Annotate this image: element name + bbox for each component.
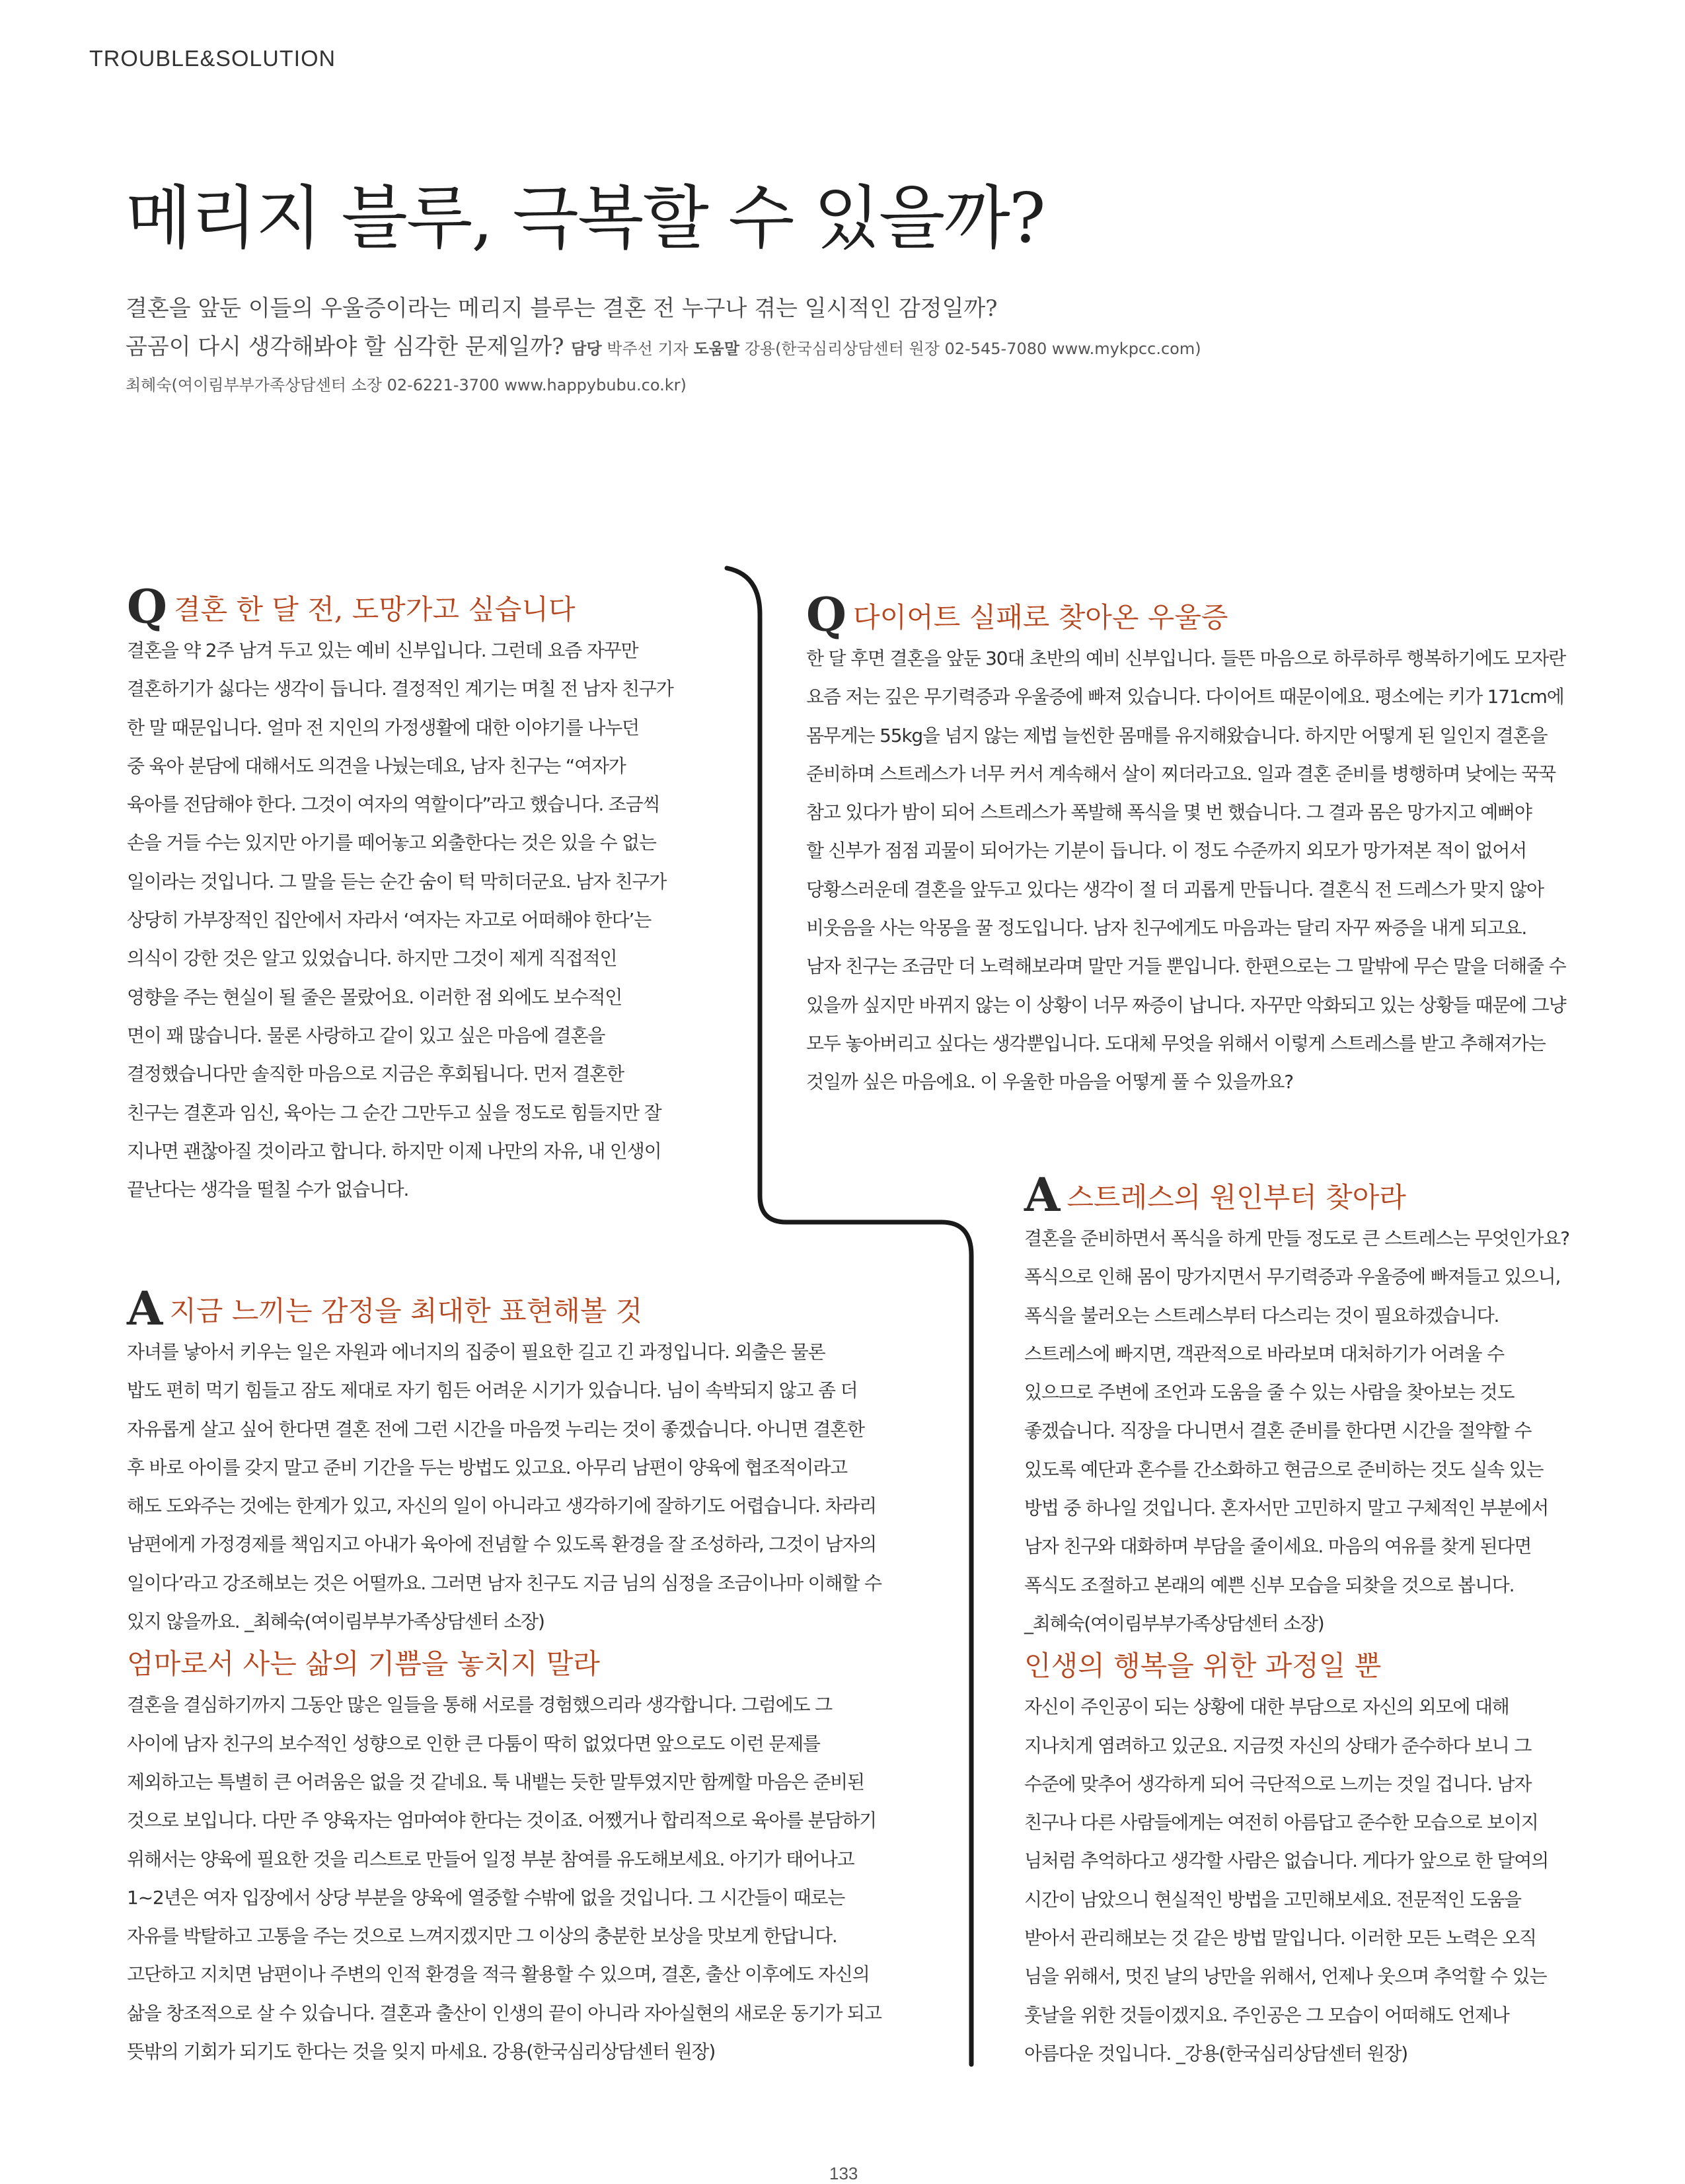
q1-line: 결혼하기가 싫다는 생각이 듭니다. 결정적인 계기는 며칠 전 남자 친구가 bbox=[127, 678, 673, 700]
a1b-line: 사이에 남자 친구의 보수적인 성향으로 인한 큰 다툼이 딱히 없었다면 앞으로도 이런 문제를 bbox=[127, 1732, 820, 1755]
a1-letter: A bbox=[127, 1281, 163, 1336]
q2-heading bbox=[806, 587, 1632, 642]
q2-line: 준비하며 스트레스가 너무 커서 계속해서 살이 찌더라고요. 일과 결혼 준비를 병행하며 낮에는 꾹꾹 bbox=[806, 762, 1556, 785]
a2b-line: 친구나 다른 사람들에게는 여전히 아름답고 준수한 모습으로 보이지 bbox=[1024, 1811, 1538, 1834]
a1b-line: 위해서는 양육에 필요한 것을 리스트로 만들어 일정 부분 참여를 유도해보세요. 아기가 태어나고 bbox=[127, 1848, 854, 1870]
q2-line: 한 달 후면 결혼을 앞둔 30대 초반의 예비 신부입니다. 들뜬 마음으로 하루하루 행복하기에도 모자란 bbox=[806, 647, 1566, 669]
a1-line: 일이다’라고 강조해보는 것은 어떨까요. 그러면 남자 친구도 지금 님의 심정을 조금이나마 이해할 수 bbox=[127, 1572, 881, 1594]
q1-line: 상당히 가부장적인 집안에서 자라서 ‘여자는 자고로 어떠해야 한다’는 bbox=[127, 909, 652, 931]
q2-line: 당황스러운데 결혼을 앞두고 있다는 생각이 절 더 괴롭게 만듭니다. 결혼식 전 드레스가 맞지 않아 bbox=[806, 878, 1544, 900]
q1-line: 손을 거들 수는 있지만 아기를 떼어놓고 외출한다는 것은 있을 수 없는 bbox=[127, 832, 656, 854]
page-title: 메리지 블루, 극복할 수 있을까? bbox=[126, 178, 1045, 258]
a2b-heading: 인생의 행복을 위한 과정일 뿐 bbox=[1024, 1650, 1382, 1683]
a1-heading-text: 지금 느끼는 감정을 최대한 표현해볼 것 bbox=[169, 1295, 643, 1327]
q1-body bbox=[127, 632, 722, 1209]
a1b-line: 것으로 보입니다. 다만 주 양육자는 엄마여야 한다는 것이죠. 어쨌거나 합리적으로 육아를 분담하기 bbox=[127, 1809, 877, 1832]
a1-line: 밥도 편히 먹기 힘들고 잠도 제대로 자기 힘든 어려운 시기가 있습니다. 님이 속박되지 않고 좀 더 bbox=[127, 1379, 858, 1402]
q2-line: 모두 놓아버리고 싶다는 생각뿐입니다. 도대체 무엇을 위해서 이렇게 스트레스를 받고 추해져가는 bbox=[806, 1032, 1546, 1054]
intro-question: 곰곰이 다시 생각해봐야 할 심각한 문제일까? bbox=[126, 334, 564, 360]
a1-body bbox=[127, 1333, 946, 1641]
a1-block bbox=[127, 1281, 946, 2071]
a2b-line: 님을 위해서, 멋진 날의 낭만을 위해서, 언제나 웃으며 추억할 수 있는 bbox=[1024, 1965, 1547, 1988]
q2-line: 것일까 싶은 마음에요. 이 우울한 마음을 어떻게 풀 수 있을까요? bbox=[806, 1071, 1293, 1093]
q1-line: 일이라는 것입니다. 그 말을 듣는 순간 숨이 턱 막히더군요. 남자 친구가 bbox=[127, 870, 667, 892]
a2-line: 스트레스에 빠지면, 객관적으로 바라보며 대처하기가 어려울 수 bbox=[1024, 1342, 1504, 1365]
a1b-line: 자유를 박탈하고 고통을 주는 것으로 느껴지겠지만 그 이상의 충분한 보상을 맛보게 한답니다. bbox=[127, 1925, 837, 1947]
page-number: 133 bbox=[829, 2164, 858, 2183]
a1-line: 자녀를 낳아서 키우는 일은 자원과 에너지의 집중이 필요한 길고 긴 과정입니다. 외출은 물론 bbox=[127, 1341, 825, 1363]
q2-heading-text: 다이어트 실패로 찾아온 우울증 bbox=[852, 601, 1228, 634]
a1b-body bbox=[127, 1686, 946, 2071]
q1-line: 면이 꽤 많습니다. 물론 사랑하고 같이 있고 싶은 마음에 결혼을 bbox=[127, 1024, 605, 1046]
a2b-body bbox=[1024, 1688, 1619, 2073]
a1b-line: 제외하고는 특별히 큰 어려움은 없을 것 같네요. 툭 내뱉는 듯한 말투였지만 함께할 마음은 준비된 bbox=[127, 1770, 864, 1793]
credit-advisor: 강용(한국심리상담센터 원장 02-545-7080 www.mykpcc.com) bbox=[744, 340, 1201, 358]
q1-block bbox=[127, 579, 722, 1209]
a1b-line: 뜻밖의 기회가 되기도 한다는 것을 잊지 마세요. 강용(한국심리상담센터 원장) bbox=[127, 2041, 716, 2063]
q2-line: 있을까 싶지만 바뀌지 않는 이 상황이 너무 짜증이 납니다. 자꾸만 악화되고 있는 상황들 때문에 그냥 bbox=[806, 994, 1566, 1016]
a1b-line: 1~2년은 여자 입장에서 상당 부분을 양육에 열중할 수밖에 없을 것입니다. 그 시간들이 때로는 bbox=[127, 1886, 845, 1909]
q2-letter: Q bbox=[806, 587, 846, 642]
a2b-line: 훗날을 위한 것들이겠지요. 주인공은 그 모습이 어떠해도 언제나 bbox=[1024, 2004, 1509, 2026]
a2b-line: 아름다운 것입니다. _강용(한국심리상담센터 원장) bbox=[1024, 2042, 1408, 2064]
a2b-line: 시간이 남았으니 현실적인 방법을 고민해보세요. 전문적인 도움을 bbox=[1024, 1888, 1521, 1911]
q1-line: 육아를 전담해야 한다. 그것이 여자의 역할이다”라고 했습니다. 조금씩 bbox=[127, 793, 660, 816]
a2-heading bbox=[1024, 1167, 1619, 1222]
a2-line: 폭식을 불러오는 스트레스부터 다스리는 것이 필요하겠습니다. bbox=[1024, 1304, 1499, 1327]
a1b-line: 삶을 창조적으로 살 수 있습니다. 결혼과 출산이 인생의 끝이 아니라 자아실현의 새로운 동기가 되고 bbox=[127, 2002, 881, 2024]
q1-heading bbox=[127, 579, 722, 634]
a1-line: 남편에게 가정경제를 책임지고 아내가 육아에 전념할 수 있도록 환경을 잘 조성하라, 그것이 남자의 bbox=[127, 1533, 877, 1556]
q1-line: 친구는 결혼과 임신, 육아는 그 순간 그만두고 싶을 정도로 힘들지만 잘 bbox=[127, 1101, 661, 1124]
q2-line: 남자 친구는 조금만 더 노력해보라며 말만 거들 뿐입니다. 한편으로는 그 말밖에 무슨 말을 더해줄 수 bbox=[806, 955, 1566, 978]
q2-line: 몸무게는 55kg을 넘지 않는 제법 늘씬한 몸매를 유지해왔습니다. 하지만 어떻게 된 일인지 결혼을 bbox=[806, 724, 1548, 746]
a2-line: 폭식도 조절하고 본래의 예쁜 신부 모습을 되찾을 것으로 봅니다. bbox=[1024, 1574, 1515, 1596]
q1-letter: Q bbox=[127, 579, 167, 634]
q1-line: 한 말 때문입니다. 얼마 전 지인의 가정생활에 대한 이야기를 나누던 bbox=[127, 716, 639, 739]
a2-line: 폭식으로 인해 몸이 망가지면서 무기력증과 우울증에 빠져들고 있으니, bbox=[1024, 1266, 1561, 1288]
a2-line: 좋겠습니다. 직장을 다니면서 결혼 준비를 한다면 시간을 절약할 수 bbox=[1024, 1420, 1532, 1442]
a2b-line: 지나치게 염려하고 있군요. 지금껏 자신의 상태가 준수하다 보니 그 bbox=[1024, 1734, 1532, 1757]
a2-block bbox=[1024, 1167, 1619, 2073]
a2-letter: A bbox=[1024, 1167, 1061, 1222]
credit-line-2: 최혜숙(여이림부부가족상담센터 소장 02-6221-3700 www.happybubu.co.kr) bbox=[126, 376, 687, 394]
a2b-line: 받아서 관리해보는 것 같은 방법 말입니다. 이러한 모든 노력은 오직 bbox=[1024, 1927, 1536, 1949]
q1-line: 지나면 괜찮아질 것이라고 합니다. 하지만 이제 나만의 자유, 내 인생이 bbox=[127, 1140, 661, 1162]
q1-line: 영향을 주는 현실이 될 줄은 몰랐어요. 이러한 점 외에도 보수적인 bbox=[127, 986, 622, 1008]
q1-line: 끝난다는 생각을 떨칠 수가 없습니다. bbox=[127, 1179, 409, 1201]
q1-line: 의식이 강한 것은 알고 있었습니다. 하지만 그것이 제게 직접적인 bbox=[127, 947, 617, 970]
a1b-line: 결혼을 결심하기까지 그동안 많은 일들을 통해 서로를 경험했으리라 생각합니다. 그럼에도 그 bbox=[127, 1694, 832, 1716]
credit-label-advisor: 도움말 bbox=[693, 340, 740, 358]
q2-line: 비웃음을 사는 악몽을 꿀 정도입니다. 남자 친구에게도 마음과는 달리 자꾸 짜증을 내게 되고요. bbox=[806, 917, 1527, 939]
a2b-line: 자신이 주인공이 되는 상황에 대한 부담으로 자신의 외모에 대해 bbox=[1024, 1696, 1509, 1718]
q1-line: 중 육아 분담에 대해서도 의견을 나눴는데요, 남자 친구는 “여자가 bbox=[127, 754, 626, 777]
a1-line: 해도 도와주는 것에는 한계가 있고, 자신의 일이 아니라고 생각하기에 잘하기도 어렵습니다. 차라리 bbox=[127, 1495, 877, 1517]
q1-heading-text: 결혼 한 달 전, 도망가고 싶습니다 bbox=[173, 593, 576, 626]
a2-line: 있도록 예단과 혼수를 간소화하고 현금으로 준비하는 것도 실속 있는 bbox=[1024, 1458, 1544, 1480]
credit-editor: 박주선 기자 bbox=[607, 340, 689, 358]
q2-body bbox=[806, 639, 1632, 1102]
a2-body bbox=[1024, 1219, 1619, 1643]
a2-line: 있으므로 주변에 조언과 도움을 줄 수 있는 사람을 찾아보는 것도 bbox=[1024, 1381, 1515, 1404]
q2-line: 할 신부가 점점 괴물이 되어가는 기분이 듭니다. 이 정도 수준까지 외모가 망가져본 적이 없어서 bbox=[806, 840, 1527, 862]
a2-heading-text: 스트레스의 원인부터 찾아라 bbox=[1067, 1181, 1406, 1214]
a2b-line: 님처럼 추억하다고 생각할 사람은 없습니다. 게다가 앞으로 한 달여의 bbox=[1024, 1850, 1549, 1872]
q1-line: 결정했습니다만 솔직한 마음으로 지금은 후회됩니다. 먼저 결혼한 bbox=[127, 1063, 624, 1085]
a2-line: 결혼을 준비하면서 폭식을 하게 만들 정도로 큰 스트레스는 무엇인가요? bbox=[1024, 1227, 1569, 1249]
a2-line: 방법 중 하나일 것입니다. 혼자서만 고민하지 말고 구체적인 부분에서 bbox=[1024, 1497, 1549, 1519]
q2-block bbox=[806, 587, 1632, 1102]
credit-label-editor: 담당 bbox=[571, 340, 602, 358]
a1-line: 후 바로 아이를 갖지 말고 준비 기간을 두는 방법도 있고요. 아무리 남편이 양육에 협조적이라고 bbox=[127, 1456, 848, 1478]
q2-line: 요즘 저는 깊은 무기력증과 우울증에 빠져 있습니다. 다이어트 때문이에요. 평소에는 키가 171cm에 bbox=[806, 686, 1564, 708]
q2-line: 참고 있다가 밤이 되어 스트레스가 폭발해 폭식을 몇 번 했습니다. 그 결과 몸은 망가지고 예뻐야 bbox=[806, 801, 1532, 824]
a1b-line: 고단하고 지치면 남편이나 주변의 인적 환경을 적극 활용할 수 있으며, 결혼, 출산 이후에도 자신의 bbox=[127, 1963, 870, 1986]
section-label: TROUBLE&SOLUTION bbox=[89, 46, 336, 71]
a1-line: 자유롭게 살고 싶어 한다면 결혼 전에 그런 시간을 마음껏 누리는 것이 좋겠습니다. 아니면 결혼한 bbox=[127, 1418, 864, 1440]
a1-heading bbox=[127, 1281, 946, 1336]
q1-line: 결혼을 약 2주 남겨 두고 있는 예비 신부입니다. 그런데 요즘 자꾸만 bbox=[127, 639, 638, 661]
a1-line: 있지 않을까요. _최혜숙(여이림부부가족상담센터 소장) bbox=[127, 1611, 544, 1633]
intro-line-1: 결혼을 앞둔 이들의 우울증이라는 메리지 블루는 결혼 전 누구나 겪는 일시적인 감정일까? bbox=[126, 295, 998, 322]
a2b-line: 수준에 맞추어 생각하게 되어 극단적으로 느끼는 것일 겁니다. 남자 bbox=[1024, 1772, 1532, 1795]
a2-line: _최혜숙(여이림부부가족상담센터 소장) bbox=[1024, 1612, 1324, 1634]
a1b-heading: 엄마로서 사는 삶의 기쁨을 놓치지 말라 bbox=[127, 1648, 600, 1681]
a2-line: 남자 친구와 대화하며 부담을 줄이세요. 마음의 여유를 찾게 된다면 bbox=[1024, 1535, 1532, 1558]
